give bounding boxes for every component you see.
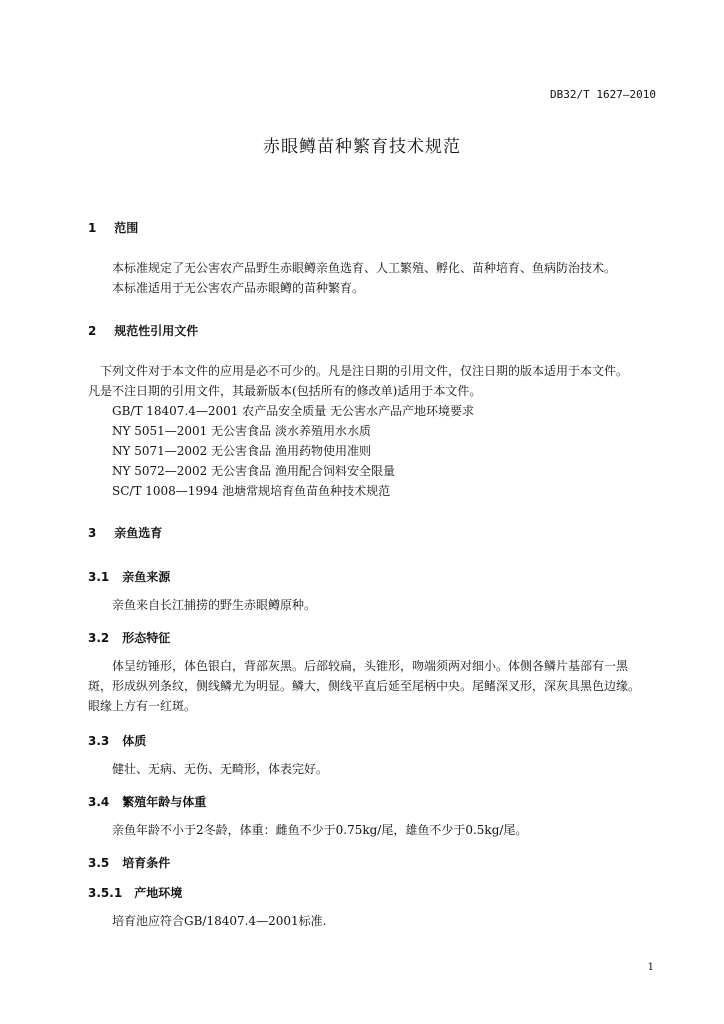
reference-item: GB/T 18407.4—2001 农产品安全质量 无公害水产品产地环境要求 [112, 404, 475, 418]
reference-item: NY 5072—2002 无公害食品 渔用配合饲料安全限量 [112, 464, 395, 478]
paragraph-morphology-1: 体呈纺锤形，体色银白，背部灰黑。后部较扁，头锥形，吻端须两对细小。体侧各鳞片基部有一黑 [112, 659, 629, 673]
paragraph-age-weight: 亲鱼年龄不小于2冬龄，体重：雌鱼不少于0.75kg/尾，雄鱼不少于0.5kg/尾。 [112, 823, 528, 837]
reference-item: SC/T 1008—1994 池塘常规培育鱼苗鱼种技术规范 [112, 484, 391, 498]
section-title: 培育条件 [122, 856, 171, 870]
section-number: 1 [88, 221, 97, 235]
section-title: 繁殖年龄与体重 [122, 795, 207, 809]
paragraph-morphology-3: 眼缘上方有一红斑。 [88, 699, 197, 713]
section-heading-3-1 [88, 568, 170, 585]
document-title: 赤眼鳟苗种繁育技术规范 [263, 137, 461, 157]
section-heading-3-5-1 [88, 884, 182, 901]
section-heading-3-2 [88, 629, 170, 646]
paragraph-scope-1: 本标准规定了无公害农产品野生赤眼鳟亲鱼选育、人工繁殖、孵化、苗种培育、鱼病防治技术。 [112, 261, 617, 275]
section-title: 亲鱼来源 [122, 570, 171, 584]
paragraph-environment: 培育池应符合GB/18407.4—2001标准. [112, 914, 327, 928]
paragraph-scope-2: 本标准适用于无公害农产品赤眼鳟的苗种繁育。 [112, 281, 365, 295]
section-heading-3 [88, 524, 162, 541]
section-number: 3.5.1 [88, 886, 123, 900]
header-code: DB32/T 1627—2010 [550, 88, 656, 101]
section-title: 产地环境 [134, 886, 183, 900]
section-number: 3.2 [88, 631, 110, 645]
section-title: 形态特征 [122, 631, 171, 645]
section-heading-3-4 [88, 793, 206, 810]
section-number: 3.3 [88, 734, 110, 748]
section-number: 3.4 [88, 795, 110, 809]
section-title: 亲鱼选育 [114, 526, 163, 540]
section-title: 范围 [114, 221, 139, 235]
section-number: 3.5 [88, 856, 110, 870]
section-title: 规范性引用文件 [114, 324, 199, 338]
reference-item: NY 5051—2001 无公害食品 淡水养殖用水水质 [112, 424, 371, 438]
paragraph-ref-1: 下列文件对于本文件的应用是必不可少的。凡是注日期的引用文件，仅注日期的版本适用于本文件。 [100, 364, 629, 378]
section-number: 3 [88, 526, 97, 540]
section-title: 体质 [122, 734, 147, 748]
section-heading-1 [88, 219, 138, 236]
section-heading-2 [88, 322, 198, 339]
page-number: 1 [647, 962, 654, 973]
paragraph-health: 健壮、无病、无伤、无畸形，体表完好。 [112, 762, 329, 776]
paragraph-morphology-2: 斑，形成纵列条纹，侧线鳞尤为明显。鳞大，侧线平直后延至尾柄中央。尾鳍深叉形，深灰具黑色边缘。 [88, 679, 641, 693]
paragraph-source: 亲鱼来自长江捕捞的野生赤眼鳟原种。 [112, 598, 317, 612]
section-number: 2 [88, 324, 97, 338]
section-heading-3-3 [88, 732, 146, 749]
section-number: 3.1 [88, 570, 110, 584]
paragraph-ref-2: 凡是不注日期的引用文件，其最新版本(包括所有的修改单)适用于本文件。 [88, 384, 482, 398]
section-heading-3-5 [88, 854, 170, 871]
reference-item: NY 5071—2002 无公害食品 渔用药物使用准则 [112, 444, 371, 458]
